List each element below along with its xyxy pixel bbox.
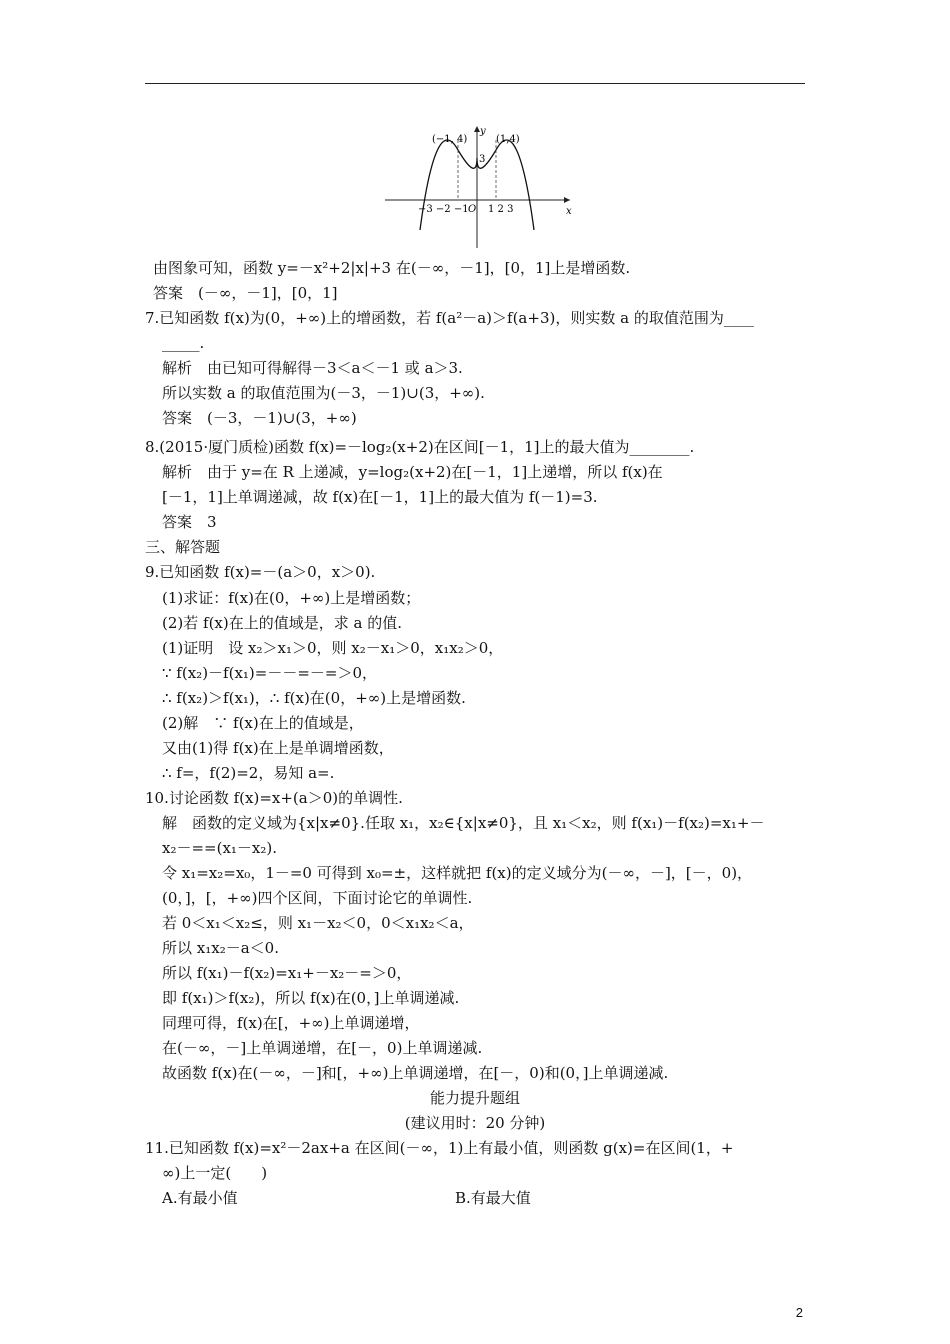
answer-line: 答案 (－∞，－1]，[0，1] <box>153 284 338 302</box>
text-line: 又由(1)得 f(x)在上是单调增函数， <box>162 739 394 757</box>
blank-line: _____. <box>162 334 205 352</box>
text-line: ∵ f(x₂)－f(x₁)=－－=－=＞0， <box>162 664 378 682</box>
text-line: ∴ f(x₂)＞f(x₁)，∴ f(x)在(0，+∞)上是增函数. <box>162 689 466 707</box>
text-line: (1)证明 设 x₂＞x₁＞0，则 x₂－x₁＞0，x₁x₂＞0， <box>162 639 504 657</box>
text-line: x₂－==(x₁－x₂). <box>162 839 278 857</box>
point-left-label: (−1, 4) <box>432 134 468 145</box>
option-a: A.有最小值 <box>162 1189 238 1207</box>
origin-label: O <box>468 204 477 215</box>
option-b: B.有最大值 <box>455 1189 531 1207</box>
text-line: (2)解 ∵ f(x)在上的值域是， <box>162 714 364 732</box>
text-line: 所以 f(x₁)－f(x₂)=x₁+－x₂－=＞0， <box>162 964 412 982</box>
analysis-line: 解析 由已知可得解得－3＜a＜－1 或 a＞3. <box>162 359 463 377</box>
x-axis-arrow <box>564 197 570 203</box>
parabola-graph <box>380 120 580 250</box>
x-ticks-left: −3 −2 −1 <box>418 204 469 215</box>
analysis-line: 解析 由于 y=在 R 上递减，y=log₂(x+2)在[－1，1]上递增，所以 f(x)在 <box>162 463 663 481</box>
section-heading: 三、解答题 <box>145 538 221 556</box>
question-10: 10.讨论函数 f(x)=x+(a＞0)的单调性. <box>145 789 403 807</box>
question-11: 11.已知函数 f(x)=x²－2ax+a 在区间(－∞，1)上有最小值，则函数 g(x)=在区间(1，+ <box>145 1139 734 1157</box>
point-right-label: (1,4) <box>496 134 520 145</box>
time-note: (建议用时：20 分钟) <box>404 1114 546 1132</box>
text-line: 由图象可知，函数 y=－x²+2|x|+3 在(－∞，－1]，[0，1]上是增函数. <box>153 259 631 277</box>
text-line: 解 函数的定义域为{x|x≠0}.任取 x₁，x₂∈{x|x≠0}，且 x₁＜x₂，则 f(x₁)－f(x₂)=x₁+－ <box>162 814 765 832</box>
x-label: x <box>566 206 572 217</box>
text-line: (2)若 f(x)在上的值域是，求 a 的值. <box>162 614 402 632</box>
text-line: ∞)上一定( ) <box>162 1164 268 1182</box>
text-line: 同理可得，f(x)在[，+∞)上单调递增， <box>162 1014 420 1032</box>
answer-line: 答案 (－3，－1)∪(3，+∞) <box>162 409 357 427</box>
text-line: 若 0＜x₁＜x₂≤，则 x₁－x₂＜0，0＜x₁x₂＜a， <box>162 914 474 932</box>
text-line: ∴ f=，f(2)=2，易知 a=. <box>162 764 335 782</box>
text-line: (0，]，[，+∞)四个区间，下面讨论它的单调性. <box>162 889 473 907</box>
text-line: 所以 x₁x₂－a＜0. <box>162 939 279 957</box>
question-9: 9.已知函数 f(x)=－(a＞0，x＞0). <box>145 563 376 581</box>
page-number: 2 <box>795 1305 803 1320</box>
answer-line: 答案 3 <box>162 513 217 531</box>
text-line: 令 x₁=x₂=x₀，1－=0 可得到 x₀=±，这样就把 f(x)的定义域分为(－∞，－]，[－，0)， <box>162 864 753 882</box>
question-7: 7.已知函数 f(x)为(0，+∞)上的增函数，若 f(a²－a)＞f(a+3)，则实数 a 的取值范围为____ <box>145 309 754 327</box>
text-line: 所以实数 a 的取值范围为(－3，－1)∪(3，+∞). <box>162 384 485 402</box>
text-line: 在(－∞，－]上单调递增，在[－，0)上单调递减. <box>162 1039 483 1057</box>
header-rule <box>145 83 805 84</box>
text-line: 故函数 f(x)在(－∞，－]和[，+∞)上单调递增，在[－，0)和(0，]上单调递减. <box>162 1064 669 1082</box>
text-line: (1)求证：f(x)在(0，+∞)上是增函数； <box>162 589 421 607</box>
section-title: 能力提升题组 <box>429 1089 520 1107</box>
text-line: 即 f(x₁)＞f(x₂)，所以 f(x)在(0，]上单调递减. <box>162 989 460 1007</box>
y-label: y <box>480 126 486 137</box>
y-tick-3: 3 <box>479 154 486 165</box>
x-ticks-right: 1 2 3 <box>488 204 514 215</box>
question-8: 8.(2015·厦门质检)函数 f(x)=－log₂(x+2)在区间[－1，1]上的最大值为________. <box>145 438 695 456</box>
text-line: [－1，1]上单调递减，故 f(x)在[－1，1]上的最大值为 f(－1)=3. <box>162 488 598 506</box>
